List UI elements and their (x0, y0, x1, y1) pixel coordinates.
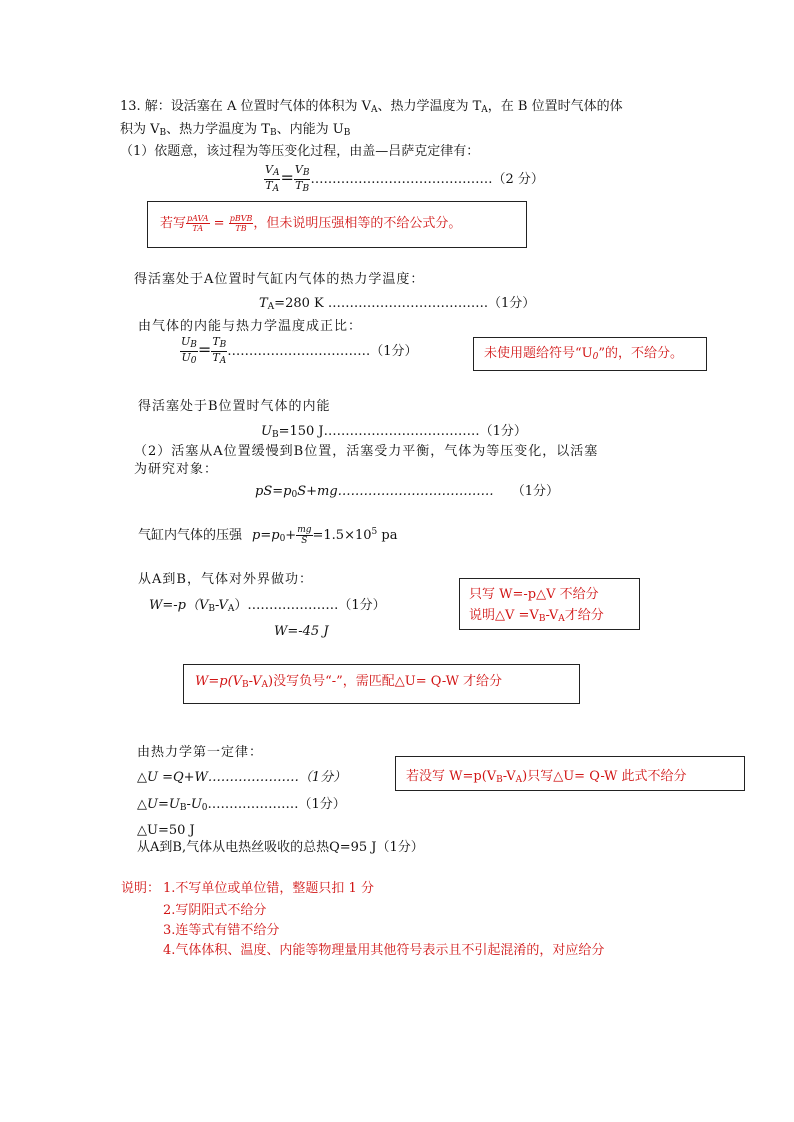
intro-sub-a: A (370, 105, 378, 115)
fraction-va-ta: $\frac{V_A}{T_A}$ (265, 163, 280, 194)
fraction-ub-u0: $\frac{U_B}{U_0}$ (181, 335, 197, 366)
part1-heading: （1）依题意，该过程为等压变化过程，由盖—吕萨克定律有： (120, 144, 480, 159)
pressure-line: 气缸内气体的压强 $p=p_0+$ $\frac{mg}{S}$ $=1.5\times 10^5$ pa (138, 525, 398, 546)
note-symbol-text: 未使用题给符号“$U_0$”的，不给分。 (484, 346, 683, 362)
equation-energy-ratio: $\frac{U_B}{U_0}$ = $\frac{T_B}{T_A}$ ……………………………（1分） (181, 335, 418, 366)
balance-equation: $pS=p_0S+mg\dots\dots\dots\dots\dots\dots\dots\dots\dots\dots\dots\dots$ （1分） (255, 484, 560, 500)
remark-item-3: 3.连等式有错不给分 (163, 923, 280, 938)
note-first-law-text: 若没写 $W=p(V_B-V_A)$只写△U= Q-W 此式不给分 (406, 769, 687, 785)
fraction-vb-tb: $\frac{V_B}{T_B}$ (294, 163, 310, 194)
note-fraction-left: $\frac{\text{pAVA}}{TA}$ (187, 214, 209, 233)
note-fraction-right: $\frac{\text{pBVB}}{TB}$ (229, 214, 253, 233)
intro-sub-a2: A (481, 105, 488, 115)
fraction-tb-ta: $\frac{T_B}{T_A}$ (212, 335, 227, 366)
note-pressure-text: 若写 $\frac{\text{pAVA}}{TA}$ = $\frac{\text{pBVB}}{TB}$ ，但未说明压强相等的不给公式分。 (160, 214, 462, 233)
note-negative-sign-text: $W=p(V_B-V_A)$没写负号“-”，需匹配△U= Q-W 才给分 (195, 674, 503, 690)
work-intro: 从A到B，气体对外界做功： (138, 572, 313, 587)
work-value: W=-45 J (274, 624, 329, 639)
intro-line-1 (120, 98, 623, 119)
note-work-line2: 说明△V $=V_B-V_A$才给分 (469, 608, 604, 624)
ub-intro: 得活塞处于B位置时气体的内能 (138, 399, 331, 414)
intro-text-b: 、热力学温度为 T (377, 99, 482, 114)
intro2-sub-b3: B (343, 128, 351, 138)
fraction-mg-s: $\frac{mg}{S}$ (297, 525, 312, 546)
remarks-label: 说明： (121, 881, 161, 896)
remark-item-2: 2.写阴阳式不给分 (163, 903, 267, 918)
work-equation: $W=-p(V_B-V_A)\dots\dots\dots\dots\dots\dots\dots(1$分） (149, 598, 386, 614)
first-law-intro: 由热力学第一定律： (137, 745, 264, 760)
score-label: （2 分） (492, 172, 544, 187)
intro2-text-a: 积为 V (120, 122, 160, 137)
du-equation-2: $\triangle U=U_B-U_0\dots\dots\dots\dots\dots\dots\dots(1$分） (137, 797, 346, 813)
intro2-text-c: 、内能为 U (276, 122, 344, 137)
du-value: △U=50 J (137, 823, 195, 838)
equals-sign: = (280, 168, 294, 187)
intro2-text-b: 、热力学温度为 T (166, 122, 270, 137)
remark-item-4: 4.气体体积、温度、内能等物理量用其他符号表示且不引起混淆的，对应给分 (163, 943, 605, 958)
intro2-sub-b: B (159, 128, 167, 138)
heat-result: 从A到B,气体从电热丝吸收的总热Q=95 J（1分） (137, 840, 424, 855)
note-work-line1: 只写 W=-p△V 不给分 (469, 587, 599, 602)
intro-text-a: 13. 解：设活塞在 A 位置时气体的体积为 V (120, 99, 371, 114)
intro-line-2 (120, 121, 350, 142)
equation-gay-lussac (264, 163, 544, 195)
leader-dots: …………………………………… (310, 172, 493, 187)
part2-heading-2: 为研究对象： (134, 462, 219, 477)
du-equation-1: △U =Q+W…………………（1分） (137, 770, 347, 785)
temp-intro: 得活塞处于A位置时气缸内气体的热力学温度： (134, 272, 425, 287)
ta-result: $T_A=280$ K ……………………………….（1分） (259, 296, 536, 312)
energy-intro: 由气体的内能与热力学温度成正比： (138, 319, 363, 334)
intro-text-c: ，在 B 位置时气体的体 (487, 99, 623, 114)
ub-result: $U_B=150$ J………………………………（1分） (261, 424, 527, 440)
part2-heading-1: （2）活塞从A位置缓慢到B位置，活塞受力平衡，气体为等压变化，以活塞 (134, 444, 599, 459)
remark-item-1: 1.不写单位或单位错，整题只扣 1 分 (163, 881, 374, 896)
intro2-sub-b2: B (269, 128, 277, 138)
